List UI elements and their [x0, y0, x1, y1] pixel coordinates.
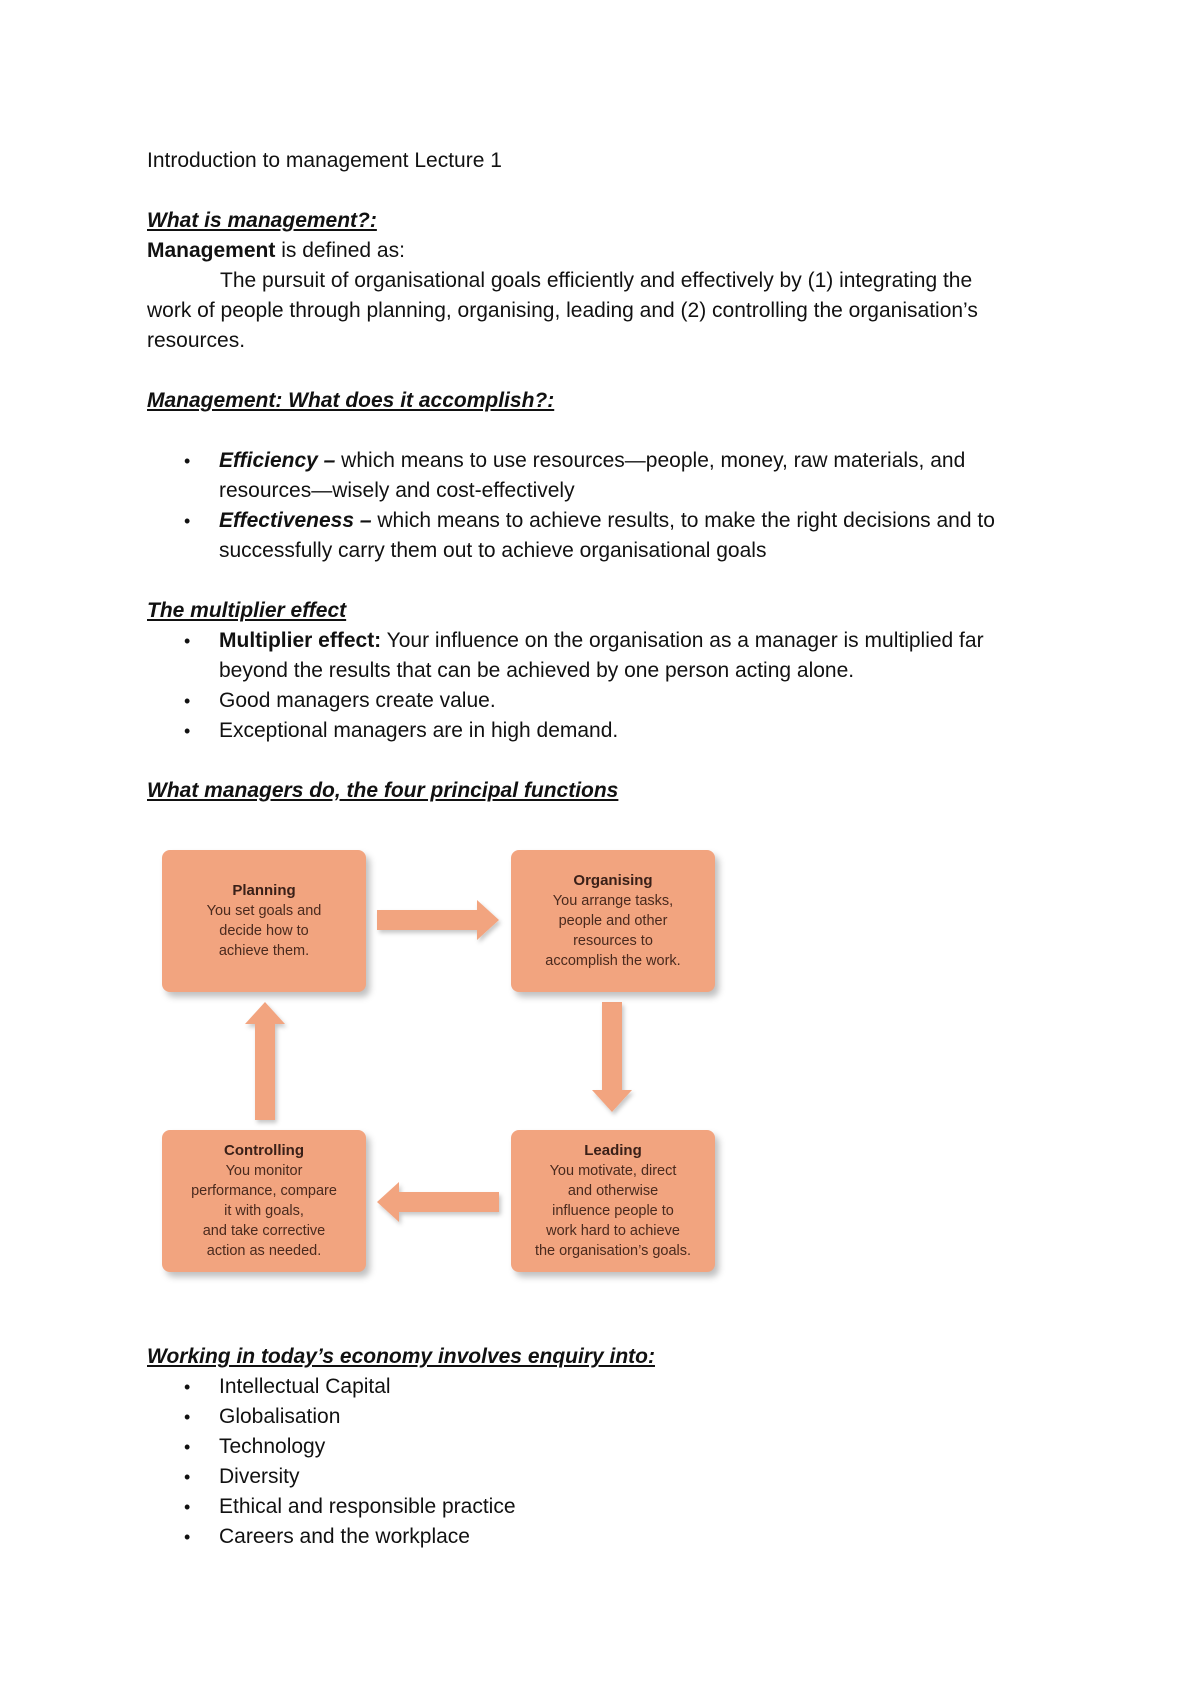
list-item-economy: Intellectual Capital — [219, 1375, 391, 1398]
bullet-icon: • — [184, 1407, 191, 1427]
bullet-icon: • — [184, 721, 191, 741]
multiplier-term: Multiplier effect: — [219, 629, 382, 652]
section-heading-economy: Working in today’s economy involves enquiry into: — [147, 1345, 655, 1368]
list-item-exceptional-managers: Exceptional managers are in high demand. — [219, 719, 619, 742]
page-title: Introduction to management Lecture 1 — [147, 149, 502, 172]
effectiveness-term: Effectiveness – — [219, 509, 372, 532]
controlling-description: You monitor performance, compare it with goals, and take corrective action as needed. — [191, 1163, 337, 1259]
efficiency-term: Efficiency – — [219, 449, 336, 472]
bullet-icon: • — [184, 1377, 191, 1397]
bullet-icon: • — [184, 511, 191, 531]
four-functions-diagram — [147, 820, 747, 1300]
function-box-controlling — [162, 1130, 366, 1272]
function-box-planning — [162, 850, 366, 992]
planning-title: Planning — [232, 882, 296, 899]
bullet-icon: • — [184, 451, 191, 471]
arrow-controlling-to-planning — [245, 1002, 285, 1120]
list-item-efficiency — [219, 446, 965, 476]
list-item-multiplier-cont: beyond the results that can be achieved by one person acting alone. — [219, 659, 855, 682]
definition-term: Management — [147, 239, 276, 262]
section-heading-multiplier: The multiplier effect — [147, 599, 347, 622]
list-item-good-managers: Good managers create value. — [219, 689, 496, 712]
list-item-effectiveness — [219, 506, 995, 536]
bullet-icon: • — [184, 1527, 191, 1547]
effectiveness-text: which means to achieve results, to make the right decisions and to — [371, 509, 995, 532]
leading-title: Leading — [584, 1142, 642, 1159]
definition-intro — [147, 236, 405, 266]
list-item-effectiveness-cont: successfully carry them out to achieve organisational goals — [219, 539, 767, 562]
list-item-economy: Ethical and responsible practice — [219, 1495, 516, 1518]
definition-line: work of people through planning, organising, leading and (2) controlling the organisation’s — [147, 299, 978, 322]
bullet-icon: • — [184, 1467, 191, 1487]
multiplier-text: Your influence on the organisation as a manager is multiplied far — [381, 629, 984, 652]
section-heading-functions: What managers do, the four principal functions — [147, 779, 619, 802]
list-item-multiplier — [219, 626, 984, 656]
definition-line: The pursuit of organisational goals efficiently and effectively by (1) integrating the — [220, 269, 973, 292]
list-item-efficiency-cont: resources—wisely and cost-effectively — [219, 479, 575, 502]
section-heading-accomplish: Management: What does it accomplish?: — [147, 389, 555, 412]
efficiency-text: which means to use resources—people, money, raw materials, and — [335, 449, 966, 472]
organising-description: You arrange tasks, people and other resources to accomplish the work. — [545, 893, 681, 969]
arrow-organising-to-leading — [592, 1002, 632, 1112]
arrow-planning-to-organising — [377, 900, 499, 940]
bullet-icon: • — [184, 691, 191, 711]
function-box-organising — [511, 850, 715, 992]
bullet-icon: • — [184, 631, 191, 651]
bullet-icon: • — [184, 1437, 191, 1457]
controlling-title: Controlling — [224, 1142, 304, 1159]
arrow-leading-to-controlling — [377, 1182, 499, 1222]
leading-description: You motivate, direct and otherwise influence people to work hard to achieve the organisation’s goals. — [534, 1163, 692, 1259]
organising-title: Organising — [573, 872, 653, 889]
definition-intro-text: is defined as: — [275, 239, 405, 262]
list-item-economy: Careers and the workplace — [219, 1525, 470, 1548]
list-item-economy: Diversity — [219, 1465, 300, 1488]
list-item-economy: Technology — [219, 1435, 326, 1458]
list-item-economy: Globalisation — [219, 1405, 341, 1428]
definition-line: resources. — [147, 329, 246, 352]
section-heading-what-is-management: What is management?: — [147, 209, 377, 232]
bullet-icon: • — [184, 1497, 191, 1517]
function-box-leading — [511, 1130, 715, 1272]
planning-description: You set goals and decide how to achieve them. — [206, 903, 322, 959]
